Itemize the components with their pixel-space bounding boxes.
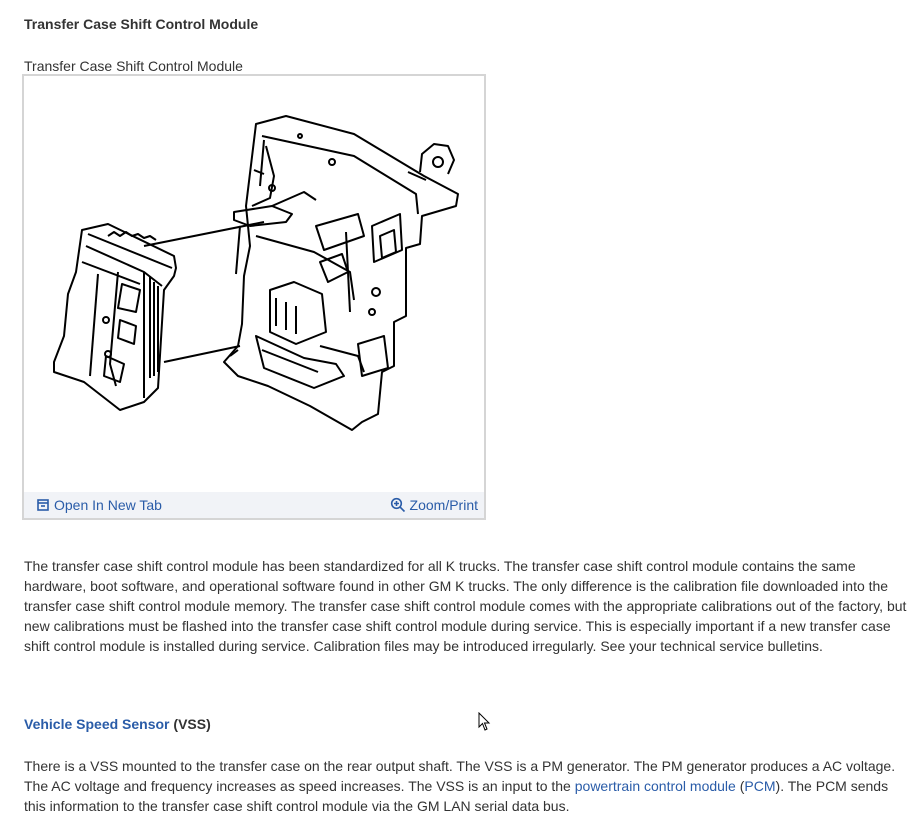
open-in-new-tab-link[interactable] bbox=[36, 497, 162, 513]
paren-open: ( bbox=[739, 778, 745, 794]
open-in-new-tab-label: Open In New Tab bbox=[54, 497, 162, 513]
vehicle-speed-sensor-link[interactable]: Vehicle Speed Sensor bbox=[24, 716, 170, 732]
vss-text-part2: ). The PCM sends this information to the transfer case shift control module via the GM LAN serial data bus. bbox=[24, 778, 889, 814]
figure-container bbox=[22, 74, 486, 520]
section-heading: Transfer Case Shift Control Module bbox=[24, 16, 259, 32]
zoom-print-label: Zoom/Print bbox=[409, 497, 478, 513]
figure-toolbar bbox=[24, 492, 484, 518]
mouse-cursor-icon bbox=[478, 712, 492, 732]
vss-description-paragraph bbox=[24, 756, 908, 816]
zoom-in-icon bbox=[390, 497, 406, 513]
figure-caption: Transfer Case Shift Control Module bbox=[24, 58, 243, 74]
vss-abbreviation: (VSS) bbox=[173, 716, 211, 732]
pcm-link[interactable]: PCM bbox=[744, 778, 776, 794]
zoom-print-link[interactable] bbox=[390, 497, 478, 513]
module-diagram[interactable] bbox=[24, 76, 484, 490]
vss-heading bbox=[24, 716, 211, 732]
module-description-paragraph: The transfer case shift control module has been standardized for all K trucks. The transfer case shift control module contains the same hardware, boot software, and operational software found in other GM K trucks. The only difference is the calibration file downloaded into the transfer case shift control module memory. The transfer case shift control module comes with the appropriate calibrations out of the factory, but new calibrations must be flashed into the transfer case shift control module during service. This is especially important if a new transfer case shift control module is installed during service. Calibration files may be introduced irregularly. See your technical service bulletins. bbox=[24, 558, 907, 654]
powertrain-control-module-link[interactable]: powertrain control module bbox=[574, 778, 736, 794]
open-new-tab-icon bbox=[36, 498, 50, 512]
vss-text-part1: There is a VSS mounted to the transfer case on the rear output shaft. The VSS is a PM generator. The PM generator produces a AC voltage. The AC voltage and frequency increases as speed increases. The VSS is an input to the bbox=[24, 758, 896, 794]
